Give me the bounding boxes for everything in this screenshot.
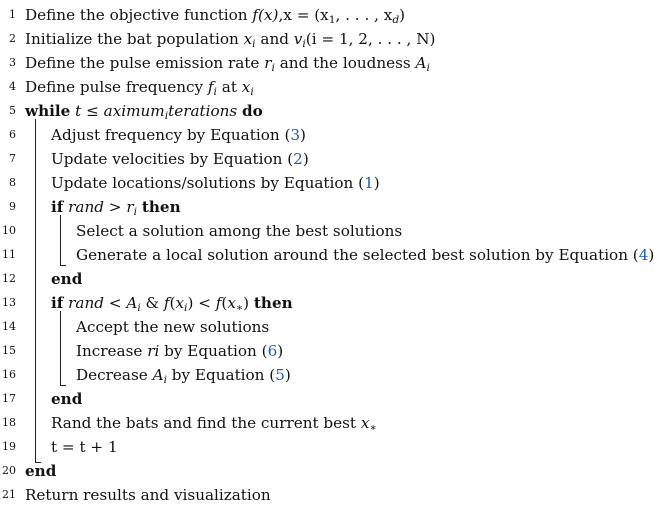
equation-ref-link[interactable]: 3 xyxy=(290,126,301,144)
line-text: ) xyxy=(399,6,406,24)
if-condition: rand < A xyxy=(68,294,138,312)
keyword-then: then xyxy=(253,294,293,312)
line-number: 2 xyxy=(9,32,16,45)
line-number: 4 xyxy=(9,80,16,93)
line-text: Rand the bats and find the current best xyxy=(51,414,361,432)
keyword-then: then xyxy=(141,198,181,216)
line-text: (i = 1, 2, . . . , N) xyxy=(305,30,436,48)
line-text: , . . . , x xyxy=(335,6,393,24)
equation-ref-link[interactable]: 2 xyxy=(293,150,303,168)
line-text: Define the pulse emission rate xyxy=(25,54,265,72)
line-number: 15 xyxy=(2,344,16,357)
line-number: 3 xyxy=(9,56,16,69)
line-number: 7 xyxy=(9,152,16,165)
line-text: and the loudness xyxy=(274,54,416,72)
equation-ref-link[interactable]: 1 xyxy=(364,174,374,192)
keyword-if: if xyxy=(51,198,64,216)
line-number: 18 xyxy=(2,416,16,429)
line-number: 11 xyxy=(2,248,16,261)
equation-ref-link[interactable]: 4 xyxy=(638,246,649,264)
line-text: ) xyxy=(373,174,380,192)
keyword-while: while xyxy=(25,102,71,120)
equation-ref-link[interactable]: 6 xyxy=(267,342,278,360)
line-number: 8 xyxy=(9,176,16,189)
line-text: Accept the new solutions xyxy=(76,318,270,336)
line-number: 13 xyxy=(2,296,16,309)
line-text: ) xyxy=(277,342,284,360)
line-text: ) xyxy=(302,150,309,168)
while-condition-tail: terations xyxy=(168,102,238,120)
line-number: 12 xyxy=(2,272,16,285)
keyword-end: end xyxy=(51,270,83,288)
line-text: Define pulse frequency xyxy=(25,78,208,96)
line-text: t = t + 1 xyxy=(51,438,118,456)
line-number: 9 xyxy=(9,200,16,213)
line-text: Return results and visualization xyxy=(25,486,271,504)
line-text: ) xyxy=(648,246,654,264)
line-text: Initialize the bat population xyxy=(25,30,244,48)
line-text: Generate a local solution around the selected best solution by Equation ( xyxy=(76,246,639,264)
line-text: and xyxy=(255,30,294,48)
keyword-if: if xyxy=(51,294,64,312)
line-text: Define the objective function xyxy=(25,6,253,24)
line-text: ) xyxy=(300,126,306,144)
line-text: by Equation ( xyxy=(166,366,276,384)
line-number: 14 xyxy=(2,320,16,333)
if-body-rule-1 xyxy=(60,215,61,265)
if-condition: rand > r xyxy=(68,198,134,216)
line-number: 21 xyxy=(2,488,16,501)
line-text: Update locations/solutions by Equation ( xyxy=(51,174,365,192)
if-body-rule-1-tick xyxy=(60,265,66,266)
while-condition: t ≤ aximum xyxy=(75,102,165,120)
line-text: ) xyxy=(284,366,291,384)
keyword-end: end xyxy=(25,462,57,480)
line-number: 5 xyxy=(9,104,16,117)
keyword-end: end xyxy=(51,390,83,408)
equation-ref-link[interactable]: 5 xyxy=(275,366,285,384)
line-text: Select a solution among the best solutions xyxy=(76,222,403,240)
line-text: Adjust frequency by Equation ( xyxy=(51,126,291,144)
line-text: by Equation ( xyxy=(159,342,268,360)
while-body-rule xyxy=(35,119,36,462)
line-number: 16 xyxy=(2,368,16,381)
if-body-rule-2-tick xyxy=(60,385,66,386)
line-number: 17 xyxy=(2,392,16,405)
line-number: 6 xyxy=(9,128,16,141)
line-number: 19 xyxy=(2,440,16,453)
line-number: 10 xyxy=(2,224,16,237)
line-number: 1 xyxy=(9,8,16,21)
line-text: at xyxy=(216,78,242,96)
keyword-do: do xyxy=(242,102,263,120)
math-fx: f(x) xyxy=(252,6,279,24)
line-text: ,x = (x xyxy=(278,6,329,24)
line-text: Decrease xyxy=(76,366,153,384)
line-text: Update velocities by Equation ( xyxy=(51,150,294,168)
line-number: 20 xyxy=(2,464,16,477)
algorithm-block: 1 Define the objective function $f(x),x = (x_1$, . . . , $x_d$) 2 Initialize the bat population $x_i$ and $v_i(i = 1$, 2, . . . , N) 3 Define the pulse emission rate $r_i$ and the loudness $A_i$ 4 Define pulse frequency $f_i$ at $x_i$ 5 while t ≤ aximum$_i$terations do 6 Adjust frequency by Equation (3) 7 Update velocities by Equation (2) 8 Update locations/solutions by Equation (1) 9 if rand > $r_i$ then 10 Select a solution among the best solutions 11 Generate a local solution around the selected best solution by Equation (4) 12 end 13 if rand < $A_i$ & $f(x_i) < f(x_∗)$ then 14 Accept the new solutions 15 Increase ri by Equation (6) 16 Decrease $A_i$ by Equation (5) 17 end 18 Rand the bats and find the current best $x_∗$ 19 t = t + 1 20 end 21 Return results and visualization xyxy=(0,0,629,505)
line-text: Increase xyxy=(76,342,148,360)
if-body-rule-2 xyxy=(60,311,61,385)
